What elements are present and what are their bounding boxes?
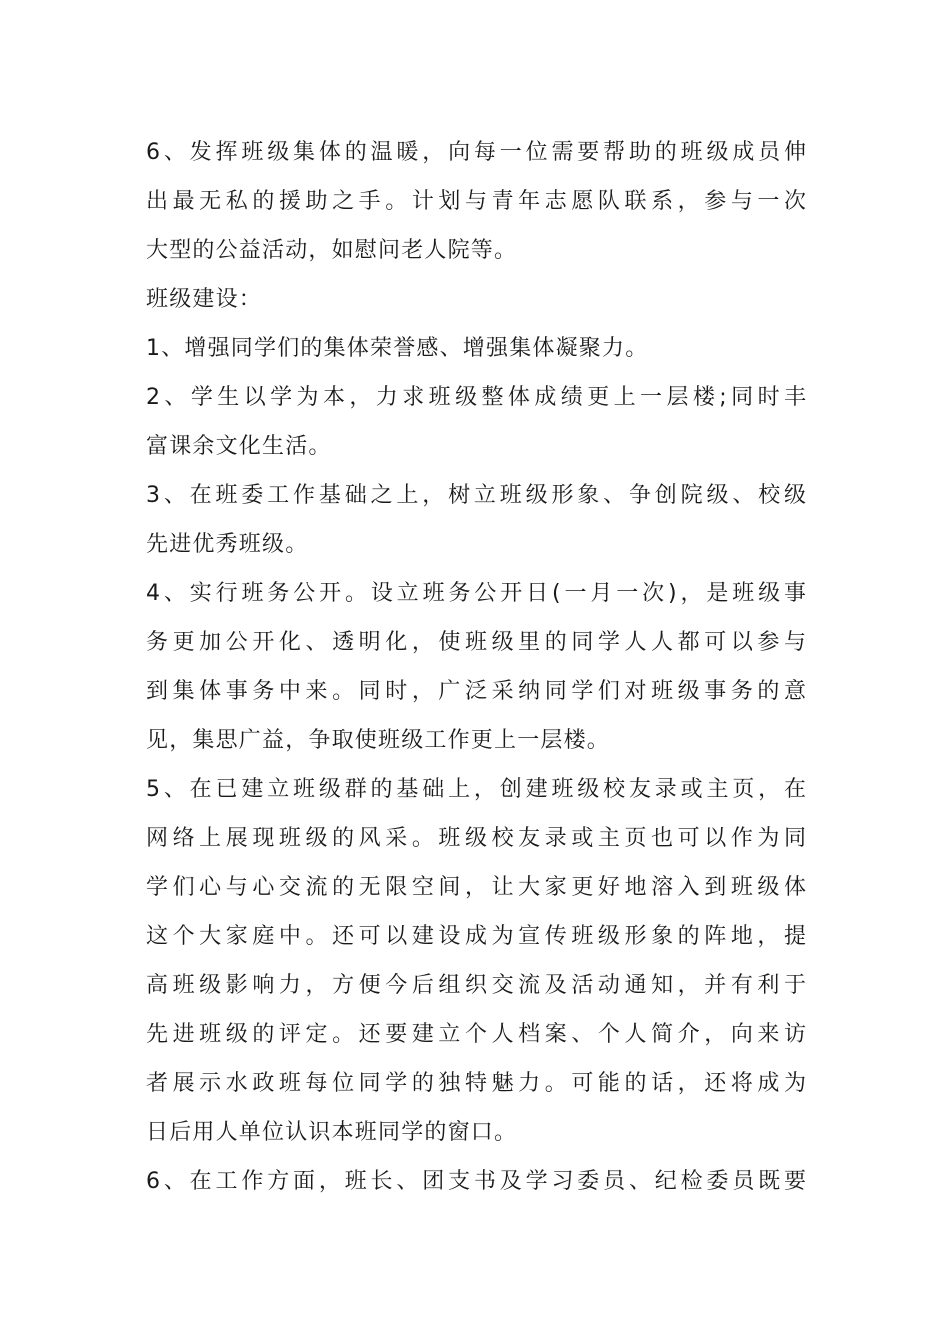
text-line-15: 网络上展现班级的风采。班级校友录或主页也可以作为同 bbox=[146, 826, 806, 851]
text-line-2: 出最无私的援助之手。计划与青年志愿队联系，参与一次 bbox=[146, 189, 806, 214]
text-line-22: 6、在工作方面，班长、团支书及学习委员、纪检委员既要 bbox=[146, 1169, 806, 1194]
text-line-12: 到集体事务中来。同时，广泛采纳同学们对班级事务的意 bbox=[146, 679, 806, 704]
text-line-16: 学们心与心交流的无限空间，让大家更好地溶入到班级体 bbox=[146, 875, 806, 900]
document-body bbox=[146, 128, 806, 1206]
text-line-17: 这个大家庭中。还可以建设成为宣传班级形象的阵地，提 bbox=[146, 924, 806, 949]
text-line-11: 务更加公开化、透明化，使班级里的同学人人都可以参与 bbox=[146, 630, 806, 655]
text-line-3: 大型的公益活动，如慰问老人院等。 bbox=[146, 238, 518, 263]
section-heading-class-building: 班级建设： bbox=[146, 287, 263, 312]
text-line-9: 先进优秀班级。 bbox=[146, 532, 309, 557]
text-line-6: 2、学生以学为本，力求班级整体成绩更上一层楼;同时丰 bbox=[146, 385, 806, 410]
text-line-13: 见，集思广益，争取使班级工作更上一层楼。 bbox=[146, 728, 611, 753]
text-line-14: 5、在已建立班级群的基础上，创建班级校友录或主页，在 bbox=[146, 777, 806, 802]
text-line-21: 日后用人单位认识本班同学的窗口。 bbox=[146, 1120, 518, 1145]
text-line-5: 1、增强同学们的集体荣誉感、增强集体凝聚力。 bbox=[146, 336, 649, 361]
text-line-19: 先进班级的评定。还要建立个人档案、个人简介，向来访 bbox=[146, 1022, 806, 1047]
text-line-7: 富课余文化生活。 bbox=[146, 434, 332, 459]
text-line-8: 3、在班委工作基础之上，树立班级形象、争创院级、校级 bbox=[146, 483, 806, 508]
text-line-1: 6、发挥班级集体的温暖，向每一位需要帮助的班级成员伸 bbox=[146, 140, 806, 165]
text-line-18: 高班级影响力，方便今后组织交流及活动通知，并有利于 bbox=[146, 973, 806, 998]
text-line-10: 4、实行班务公开。设立班务公开日(一月一次)，是班级事 bbox=[146, 581, 806, 606]
text-line-20: 者展示水政班每位同学的独特魅力。可能的话，还将成为 bbox=[146, 1071, 806, 1096]
